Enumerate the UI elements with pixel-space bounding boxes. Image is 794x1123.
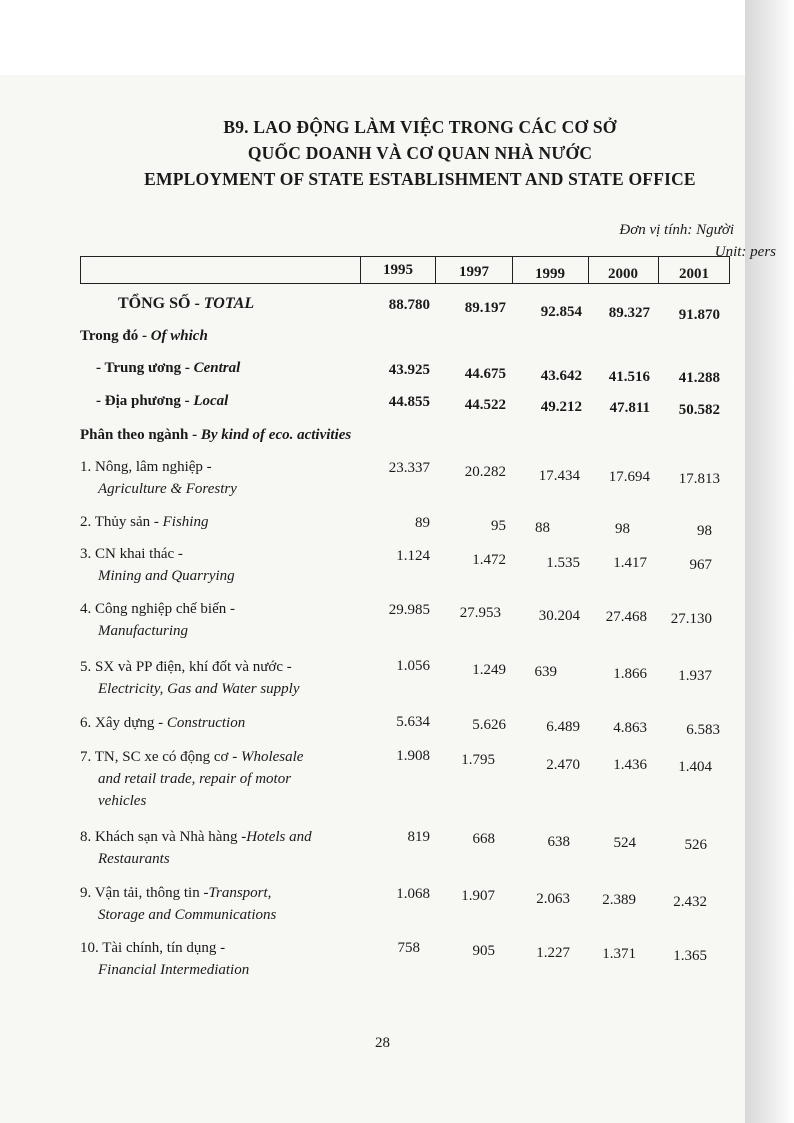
row-label-local: - Địa phương - Local <box>96 393 229 409</box>
value-cell: 6.583 <box>686 722 720 738</box>
value-cell: 4.863 <box>613 720 647 736</box>
value-cell: 2.389 <box>602 892 636 908</box>
year-header: 2001 <box>679 266 709 282</box>
value-cell: 41.288 <box>678 370 720 386</box>
value-cell: 5.626 <box>472 717 506 733</box>
value-cell: 1.535 <box>546 555 580 571</box>
value-cell: 44.855 <box>388 394 430 410</box>
title-line-2: QUỐC DOANH VÀ CƠ QUAN NHÀ NƯỚC <box>247 143 593 163</box>
value-cell: 1.937 <box>678 668 712 684</box>
value-cell: 1.124 <box>396 548 430 564</box>
header-divider <box>360 256 361 284</box>
unit-en: Unit: pers <box>714 244 776 260</box>
row-label-construction: 6. Xây dựng - Construction <box>80 715 246 731</box>
year-header: 1997 <box>459 264 489 280</box>
row-label-total: TỔNG SỐ - TOTAL <box>118 295 255 312</box>
value-cell: 1.249 <box>472 662 506 678</box>
value-cell: 27.468 <box>605 609 647 625</box>
unit-vi: Đơn vị tính: Người <box>619 222 734 238</box>
value-cell: 17.694 <box>608 469 650 485</box>
value-cell: 1.907 <box>461 888 495 904</box>
value-cell: 1.417 <box>613 555 647 571</box>
value-cell: 1.866 <box>613 666 647 682</box>
value-cell: 758 <box>397 940 420 956</box>
value-cell: 1.068 <box>396 886 430 902</box>
value-cell: 98 <box>697 523 712 539</box>
page-number: 28 <box>375 1035 390 1051</box>
value-cell: 1.436 <box>613 757 647 773</box>
value-cell: 1.472 <box>472 552 506 568</box>
value-cell: 526 <box>684 837 707 853</box>
value-cell: 50.582 <box>678 402 720 418</box>
row-label-agriculture: 1. Nông, lâm nghiệp - Agriculture & Forestry <box>80 459 237 497</box>
value-cell: 1.908 <box>396 748 430 764</box>
value-cell: 27.953 <box>459 605 501 621</box>
header-divider <box>512 256 513 284</box>
value-cell: 1.365 <box>673 948 707 964</box>
value-cell: 88.780 <box>388 297 430 313</box>
value-cell: 98 <box>615 521 630 537</box>
row-label-hotels: 8. Khách sạn và Nhà hàng -Hotels and Restaurants <box>80 829 312 867</box>
value-cell: 2.063 <box>536 891 570 907</box>
value-cell: 17.434 <box>538 468 580 484</box>
value-cell: 17.813 <box>678 471 720 487</box>
value-cell: 49.212 <box>540 399 582 415</box>
value-cell: 5.634 <box>396 714 430 730</box>
row-label-fishing: 2. Thủy sản - Fishing <box>80 514 209 530</box>
value-cell: 1.371 <box>602 946 636 962</box>
value-cell: 47.811 <box>609 400 650 416</box>
row-label-electricity: 5. SX và PP điện, khí đốt và nước - Electricity, Gas and Water supply <box>80 659 300 697</box>
row-label-transport: 9. Vận tải, thông tin -Transport, Storage and Communications <box>80 885 277 923</box>
value-cell: 1.227 <box>536 945 570 961</box>
value-cell: 89.197 <box>464 300 506 316</box>
value-cell: 44.675 <box>464 366 506 382</box>
value-cell: 524 <box>613 835 636 851</box>
value-cell: 2.470 <box>546 757 580 773</box>
value-cell: 23.337 <box>388 460 430 476</box>
row-label-manufacturing: 4. Công nghiệp chế biến - Manufacturing <box>80 601 235 639</box>
top-margin <box>0 0 745 75</box>
row-label-finance: 10. Tài chính, tín dụng - Financial Intermediation <box>80 940 250 978</box>
value-cell: 905 <box>472 943 495 959</box>
row-label-central: - Trung ương - Central <box>96 360 241 376</box>
row-label-by-activity: Phân theo ngành - By kind of eco. activities <box>80 427 352 443</box>
year-header: 1999 <box>535 266 565 282</box>
row-label-wholesale: 7. TN, SC xe có động cơ - Wholesale and retail trade, repair of motor vehicles <box>80 749 304 809</box>
value-cell: 1.056 <box>396 658 430 674</box>
value-cell: 43.642 <box>540 368 582 384</box>
value-cell: 638 <box>547 834 570 850</box>
value-cell: 88 <box>535 520 550 536</box>
value-cell: 819 <box>407 829 430 845</box>
row-label-mining: 3. CN khai thác - Mining and Quarrying <box>80 546 235 584</box>
value-cell: 1.795 <box>461 752 495 768</box>
value-cell: 29.985 <box>388 602 430 618</box>
title-line-1: B9. LAO ĐỘNG LÀM VIỆC TRONG CÁC CƠ SỞ <box>223 117 617 137</box>
value-cell: 2.432 <box>673 894 707 910</box>
value-cell: 41.516 <box>608 369 650 385</box>
value-cell: 967 <box>689 557 712 573</box>
value-cell: 27.130 <box>670 611 712 627</box>
value-cell: 89 <box>415 515 430 531</box>
title-line-3: EMPLOYMENT OF STATE ESTABLISHMENT AND STATE OFFICE <box>144 169 696 189</box>
value-cell: 639 <box>534 664 557 680</box>
value-cell: 43.925 <box>388 362 430 378</box>
year-header: 1995 <box>383 262 413 278</box>
header-divider <box>435 256 436 284</box>
year-header: 2000 <box>608 266 638 282</box>
value-cell: 6.489 <box>546 719 580 735</box>
value-cell: 44.522 <box>464 397 506 413</box>
value-cell: 1.404 <box>678 759 712 775</box>
value-cell: 91.870 <box>678 307 720 323</box>
value-cell: 89.327 <box>608 305 650 321</box>
value-cell: 95 <box>491 518 506 534</box>
value-cell: 92.854 <box>540 304 582 320</box>
value-cell: 668 <box>472 831 495 847</box>
value-cell: 20.282 <box>464 464 506 480</box>
row-label-of-which: Trong đó - Of which <box>80 328 208 344</box>
value-cell: 30.204 <box>538 608 580 624</box>
